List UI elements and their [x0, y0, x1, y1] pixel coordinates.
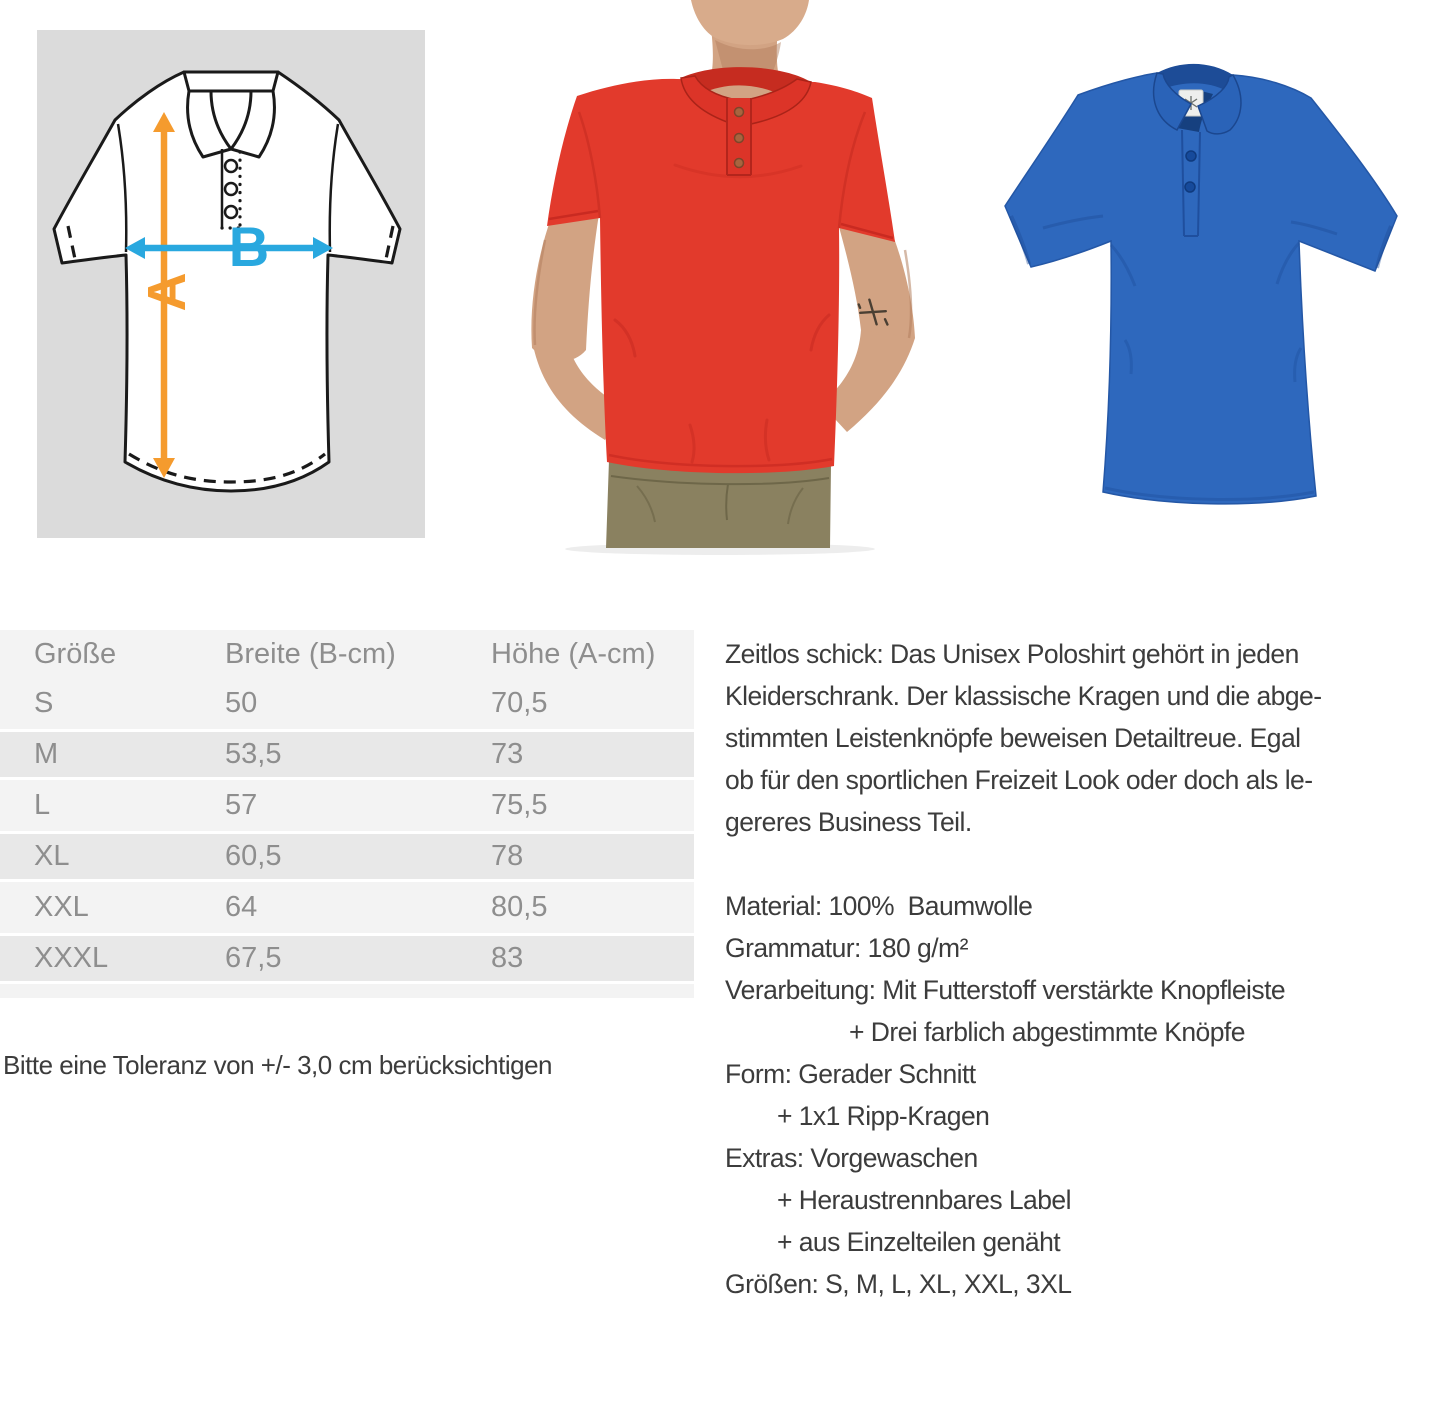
description-line: Kleiderschrank. Der klassische Kragen und die abge-	[725, 681, 1322, 711]
description-line: gereres Business Teil.	[725, 807, 972, 837]
cell-width: 64	[225, 891, 258, 923]
table-row-xl	[0, 831, 694, 882]
spec-line-knoepfe: + Drei farblich abgestimmte Knöpfe	[849, 1017, 1245, 1047]
header-cell-size: Größe	[34, 637, 117, 670]
spec-line-material: Material: 100% Baumwolle	[725, 891, 1033, 921]
cell-size: XXXL	[34, 942, 109, 974]
cell-height: 78	[491, 840, 524, 872]
spec-line-form: Form: Gerader Schnitt	[725, 1059, 976, 1089]
spec-line-ripp-kragen: + 1x1 Ripp-Kragen	[777, 1101, 990, 1131]
cell-width: 50	[225, 687, 258, 719]
polo-outline-icon	[54, 72, 400, 491]
product-description	[725, 633, 1322, 1305]
spec-line-extras: Extras: Vorgewaschen	[725, 1143, 978, 1173]
tolerance-note: Bitte eine Toleranz von +/- 3,0 cm berücksichtigen	[3, 1050, 552, 1080]
cell-height: 73	[491, 738, 524, 770]
polo-buttons	[225, 160, 237, 218]
cell-size: L	[34, 789, 51, 821]
description-line: ob für den sportlichen Freizeit Look oder doch als le-	[725, 765, 1313, 795]
product-photo-blue-polo	[985, 40, 1405, 510]
model-photo-red-polo	[485, 0, 925, 555]
table-header-row	[0, 630, 694, 678]
cell-size: S	[34, 687, 54, 719]
table-row-xxl	[0, 882, 694, 933]
blue-polo-body	[1005, 73, 1397, 504]
blue-polo-illustration	[985, 40, 1405, 510]
size-diagram-panel	[37, 30, 425, 538]
spec-line-einzelteile: + aus Einzelteilen genäht	[777, 1227, 1061, 1257]
paragraph-spacer	[725, 843, 1322, 885]
cell-size: XL	[34, 840, 70, 872]
cell-size: XXL	[34, 891, 89, 923]
spec-line-grammatur: Grammatur: 180 g/m²	[725, 933, 968, 963]
polo-measurement-sketch	[37, 30, 425, 538]
table-row-m	[0, 729, 694, 780]
cell-width: 67,5	[225, 942, 282, 974]
spec-line-label: + Heraustrennbares Label	[777, 1185, 1071, 1215]
cell-height: 70,5	[491, 687, 548, 719]
cell-height: 80,5	[491, 891, 548, 923]
cell-width: 53,5	[225, 738, 282, 770]
table-row-l	[0, 780, 694, 831]
cell-height: 83	[491, 942, 524, 974]
measurement-label-b: B	[228, 215, 270, 278]
measurement-label-a: A	[137, 272, 197, 312]
table-row-xxxl	[0, 933, 694, 984]
cell-width: 57	[225, 789, 258, 821]
table-row-s	[0, 678, 694, 729]
header-cell-height: Höhe (A-cm)	[491, 637, 656, 670]
cell-width: 60,5	[225, 840, 282, 872]
model-illustration	[485, 0, 925, 555]
model-pants	[606, 460, 831, 548]
spec-line-verarbeitung: Verarbeitung: Mit Futterstoff verstärkte Knopfleiste	[725, 975, 1286, 1005]
description-line: stimmten Leistenknöpfe beweisen Detailtreue. Egal	[725, 723, 1301, 753]
description-line: Zeitlos schick: Das Unisex Poloshirt gehört in jeden	[725, 639, 1299, 669]
cell-height: 75,5	[491, 789, 548, 821]
size-table	[0, 630, 694, 998]
spec-line-groessen: Größen: S, M, L, XL, XXL, 3XL	[725, 1269, 1072, 1299]
header-cell-width: Breite (B-cm)	[225, 637, 396, 670]
cell-size: M	[34, 738, 59, 770]
